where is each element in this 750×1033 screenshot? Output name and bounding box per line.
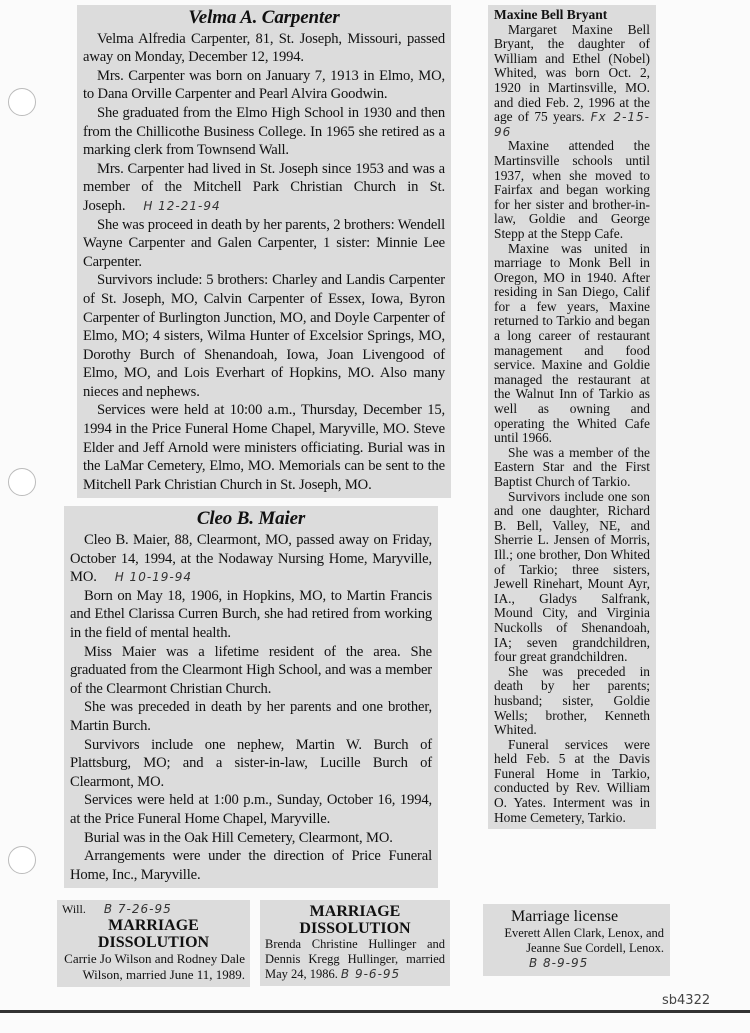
paragraph: She was preceded in death by her parents and one brother, Martin Burch.: [70, 699, 432, 734]
obituary-clipping-cleo-maier: [64, 506, 438, 888]
paragraph: Maxine was united in marriage to Monk Bell in Oregon, MO in 1940. After residing in San Diego, Calif for a few years, Maxine returned to Tarkio and began a long career of restaurant management and food service. Maxine and Goldie managed the restaurant at the Walnut Inn of Tarkio as well as owning and operating the Whited Cafe until 1966.: [494, 240, 650, 446]
heading: DISSOLUTION: [299, 920, 411, 938]
paragraph: Miss Maier was a lifetime resident of the area. She graduated from the Clearmont High School, and was a member of the Clearmont Christian Church.: [70, 643, 432, 697]
punch-hole: [8, 846, 36, 874]
paragraph: Services were held at 10:00 a.m., Thursday, December 15, 1994 in the Price Funeral Home Chapel, Maryville, MO. Steve Elder and Jeff Arnold were ministers officiating. Burial was in the LaMar Cemetery, Elmo, MO. Memorials can be sent to the Mitchell Park Christian Church in St. Joseph, MO.: [83, 402, 445, 493]
obituary-clipping-velma-carpenter: [77, 5, 451, 498]
marriage-dissolution-clipping-hullinger: [260, 900, 450, 986]
paragraph-text: Margaret Maxine Bell Bryant, the daughter of William and Ethel (Nobel) Whited, was born Oct. 2, 1920 in Martinsville, MO. and died Feb. 2, 1996 at the age of 75 years.: [494, 21, 650, 125]
obituary-title: Cleo B. Maier: [196, 508, 306, 530]
paragraph: She graduated from the Elmo High School in 1930 and then from the Chillicothe Business College. In 1965 she retired as a marking clerk from Townsend Wall.: [83, 104, 445, 159]
prefix-text: Will.: [62, 902, 86, 917]
page-id-handwritten: sb4322: [662, 993, 711, 1009]
obituary-clipping-maxine-bryant: [488, 5, 656, 829]
paragraph: Arrangements were under the direction of Price Funeral Home, Inc., Maryville.: [70, 848, 432, 883]
paragraph-text: Cleo B. Maier, 88, Clearmont, MO, passed away on Friday, October 14, 1994, at the Nodaway Nursing Home, Maryville, MO.: [70, 532, 432, 586]
punch-hole: [8, 88, 36, 116]
clipping-header-row: [62, 902, 245, 917]
paragraph: She was proceed in death by her parents, 2 brothers: Wendell Wayne Carpenter and Galen Carpenter, 1 sister: Minnie Lee Carpenter.: [83, 216, 445, 270]
obituary-title: Maxine Bell Bryant: [494, 7, 608, 22]
paragraph: Survivors include one son and one daughter, Richard B. Bell, Valley, NE, and Sherrie L. Jensen of Morris, Ill.; one brother, Don Whited of Tarkio; three sisters, Jewell Rinehart, Mount Ayr, IA., Gladys Salfrank, Mound City, and Virginia Nuckolls of Shenandoah, IA; seven grandchildren, four great grandchildren.: [494, 488, 650, 665]
paragraph: Survivors include: 5 brothers: Charley and Landis Carpenter of St. Joseph, MO, Calvin Carpenter of Essex, Iowa, Byron Carpenter of Burlington Junction, MO, and Doyle Carpenter of Elmo, MO; 4 sisters, Wilma Hunter of Excelsior Springs, MO, Dorothy Burch of Shenandoah, Iowa, Joan Livengood of Elmo, MO, and Lois Everhart of Hopkins, MO. Also many nieces and nephews.: [83, 272, 445, 400]
handwritten-date: B 7-26-95: [103, 902, 172, 917]
handwritten-date: Fx 2-15-96: [494, 110, 650, 139]
clipping-body: Everett Allen Clark, Lenox, and Jeanne Sue Cordell, Lenox.: [504, 926, 664, 956]
handwritten-date: H 12-21-94: [143, 198, 221, 213]
clipping-body: [265, 937, 445, 982]
heading: DISSOLUTION: [97, 934, 210, 952]
obituary-title: Velma A. Carpenter: [188, 7, 340, 28]
paragraph: Mrs. Carpenter was born on January 7, 1913 in Elmo, MO, to Dana Orville Carpenter and Pearl Alvira Goodwin.: [83, 67, 445, 103]
paragraph: She was preceded in death by her parents; husband; sister, Goldie Wells; brother, Kenneth Whited.: [494, 663, 650, 738]
marriage-dissolution-clipping-wilson: [57, 900, 250, 987]
handwritten-date: B 8-9-95: [529, 956, 589, 971]
handwritten-date: H 10-19-94: [114, 570, 193, 585]
paragraph: She was a member of the Eastern Star and the First Baptist Church of Tarkio.: [494, 444, 650, 489]
paragraph: Velma Alfredia Carpenter, 81, St. Joseph, Missouri, passed away on Monday, December 12, 1994.: [83, 30, 445, 66]
paragraph: Services were held at 1:00 p.m., Sunday, October 16, 1994, at the Price Funeral Home Chapel, Maryville.: [70, 792, 432, 827]
clippings-bottom-row: [0, 900, 750, 987]
clippings-top-area: [0, 5, 750, 888]
paragraph: Survivors include one nephew, Martin W. Burch of Plattsburg, MO; and a sister-in-law, Lucille Burch of Clearmont, MO.: [70, 736, 432, 790]
paragraph: [494, 23, 650, 140]
paragraph: [83, 160, 445, 216]
heading: MARRIAGE: [108, 917, 199, 935]
paragraph: Born on May 18, 1906, in Hopkins, MO, to Martin Francis and Ethel Clarissa Curren Burch, she had retired from working in the field of mental health.: [70, 587, 432, 641]
handwritten-date: B 9-6-95: [340, 967, 401, 982]
paragraph: Maxine attended the Martinsville schools until 1937, when she moved to Fairfax and began working for her sister and brother-in-law, Goldie and George Stepp at the Stepp Cafe.: [494, 138, 650, 241]
heading: MARRIAGE: [309, 903, 401, 921]
heading: Marriage license: [511, 908, 619, 926]
left-column: [64, 5, 451, 888]
body-text: Brenda Christine Hullinger and Dennis Kregg Hullinger, married May 24, 1986.: [265, 937, 445, 982]
clipping-body: Carrie Jo Wilson and Rodney Dale Wilson, married June 11, 1989.: [64, 951, 245, 983]
marriage-license-clipping: [483, 904, 670, 976]
punch-hole: [8, 468, 36, 496]
paragraph: Funeral services were held Feb. 5 at the Davis Funeral Home in Tarkio, conducted by Rev. William O. Yates. Interment was in Home Cemetery, Tarkio.: [494, 736, 650, 825]
paragraph: [70, 531, 432, 587]
page-edge-line: [0, 1010, 750, 1013]
paragraph-text: Mrs. Carpenter had lived in St. Joseph since 1953 and was a member of the Mitchell Park Christian Church in St. Joseph.: [83, 160, 445, 214]
paragraph: Burial was in the Oak Hill Cemetery, Clearmont, MO.: [84, 829, 393, 846]
